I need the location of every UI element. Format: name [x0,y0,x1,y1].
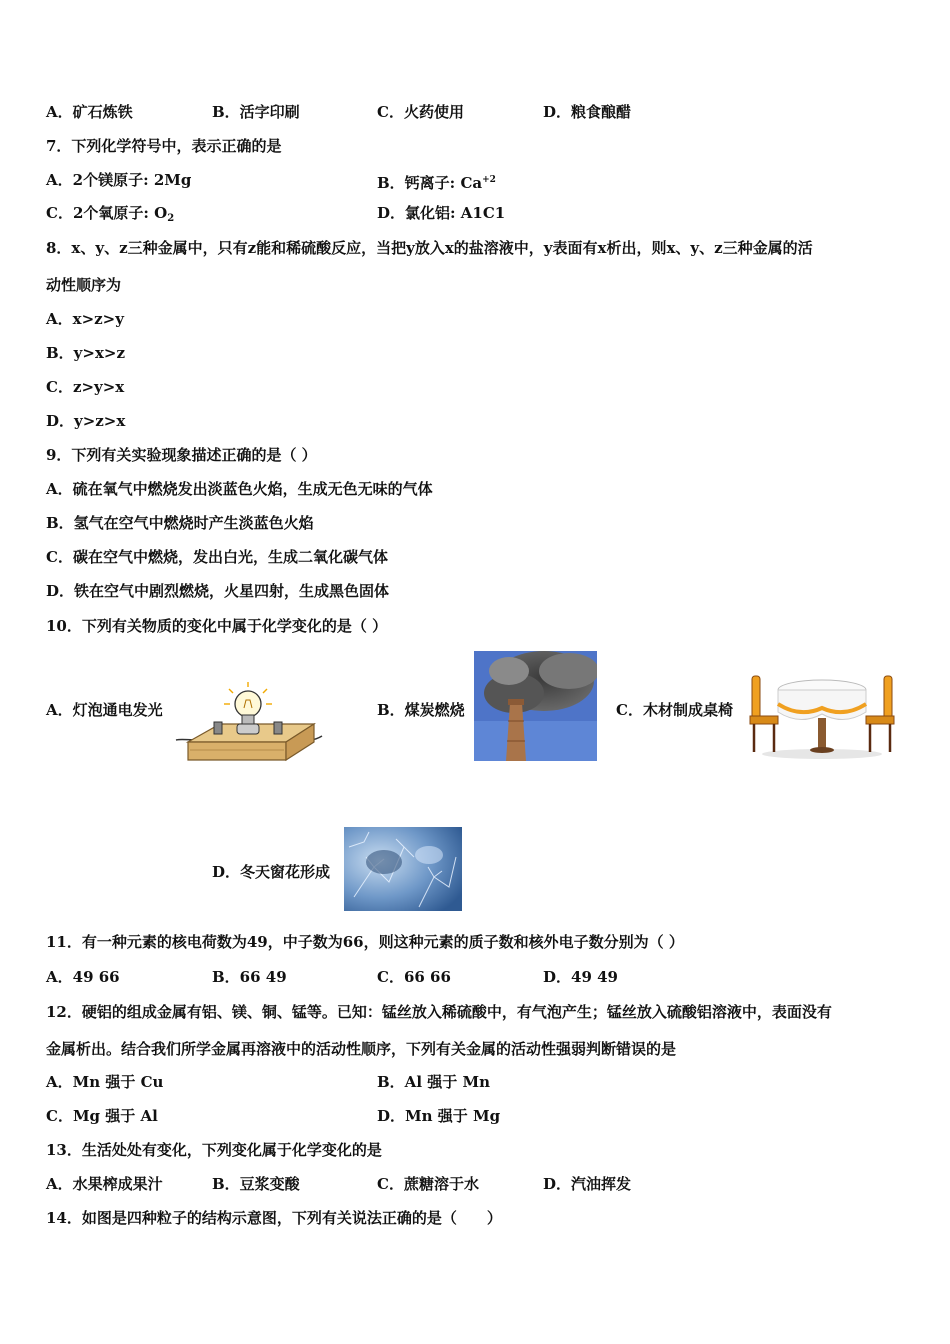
light-bulb-image [174,680,326,764]
q13-option-c: C．蔗糖溶于水 [377,1175,479,1193]
q12-stem-line2: 金属析出。结合我们所学金属再溶液中的活动性顺序，下列有关金属的活动性强弱判断错误的是 [46,1040,677,1058]
q11-option-d: D．49 49 [543,968,618,986]
q9-option-b: B．氢气在空气中燃烧时产生淡蓝色火焰 [46,514,314,532]
q12-option-c: C．Mg 强于 Al [46,1107,158,1125]
q11-option-a: A．49 66 [46,968,120,986]
table-chairs-image [746,668,898,760]
coal-burning-image [474,651,597,761]
q8-option-c: C．z>y>x [46,378,125,396]
q9-option-a: A．硫在氧气中燃烧发出淡蓝色火焰，生成无色无味的气体 [46,480,433,498]
q9-option-d: D．铁在空气中剧烈燃烧，火星四射，生成黑色固体 [46,582,390,600]
q10-stem: 10．下列有关物质的变化中属于化学变化的是（ ） [46,617,388,635]
q7-option-c-subscript: 2 [167,213,175,224]
q6-option-d: D．粮食酿醋 [543,103,632,121]
q7-option-c [46,203,174,229]
q10-option-a: A．灯泡通电发光 [46,701,163,719]
q6-option-a: A．矿石炼铁 [46,103,133,121]
q6-option-b: B．活字印刷 [212,103,300,121]
q7-option-b [377,170,496,193]
q13-stem: 13．生活处处有变化，下列变化属于化学变化的是 [46,1141,382,1159]
q12-option-d: D．Mn 强于 Mg [377,1107,501,1125]
q8-stem-line2: 动性顺序为 [46,276,122,294]
q9-stem: 9．下列有关实验现象描述正确的是（ ） [46,446,317,464]
q7-option-d: D．氯化铝: A1C1 [377,204,506,222]
q10-option-c: C．木材制成桌椅 [616,701,733,719]
q12-option-b: B．Al 强于 Mn [377,1073,490,1091]
q11-option-b: B．66 49 [212,968,287,986]
q7-option-c-text: C．2个氧原子: O [46,204,168,222]
q7-stem: 7．下列化学符号中，表示正确的是 [46,137,282,155]
q13-option-d: D．汽油挥发 [543,1175,632,1193]
q14-stem: 14．如图是四种粒子的结构示意图，下列有关说法正确的是（ ） [46,1209,502,1227]
q11-stem: 11．有一种元素的核电荷数为49，中子数为66，则这种元素的质子数和核外电子数分别为（ ） [46,933,684,951]
frost-window-image [344,827,462,911]
q7-option-b-charge: +2 [482,175,496,185]
q11-option-c: C．66 66 [377,968,451,986]
q13-option-a: A．水果榨成果汁 [46,1175,163,1193]
q7-option-b-text: B．钙离子: Ca [377,174,483,192]
q6-option-c: C．火药使用 [377,103,464,121]
q13-option-b: B．豆浆变酸 [212,1175,300,1193]
q8-option-a: A．x>z>y [46,310,124,328]
q10-option-d: D．冬天窗花形成 [212,863,331,881]
q8-option-b: B．y>x>z [46,344,125,362]
q12-stem-line1: 12．硬铝的组成金属有铝、镁、铜、锰等。已知：锰丝放入稀硫酸中，有气泡产生；锰丝放入硫酸铝溶液中，表面没有 [46,1003,832,1021]
q9-option-c: C．碳在空气中燃烧，发出白光，生成二氧化碳气体 [46,548,388,566]
q8-stem-line1: 8．x、y、z三种金属中，只有z能和稀硫酸反应，当把y放入x的盐溶液中，y表面有x析出，则x、y、z三种金属的活 [46,239,813,257]
q7-option-a: A．2个镁原子: 2Mg [46,171,192,189]
q10-option-b: B．煤炭燃烧 [377,701,465,719]
q12-option-a: A．Mn 强于 Cu [46,1073,164,1091]
q8-option-d: D．y>z>x [46,412,126,430]
